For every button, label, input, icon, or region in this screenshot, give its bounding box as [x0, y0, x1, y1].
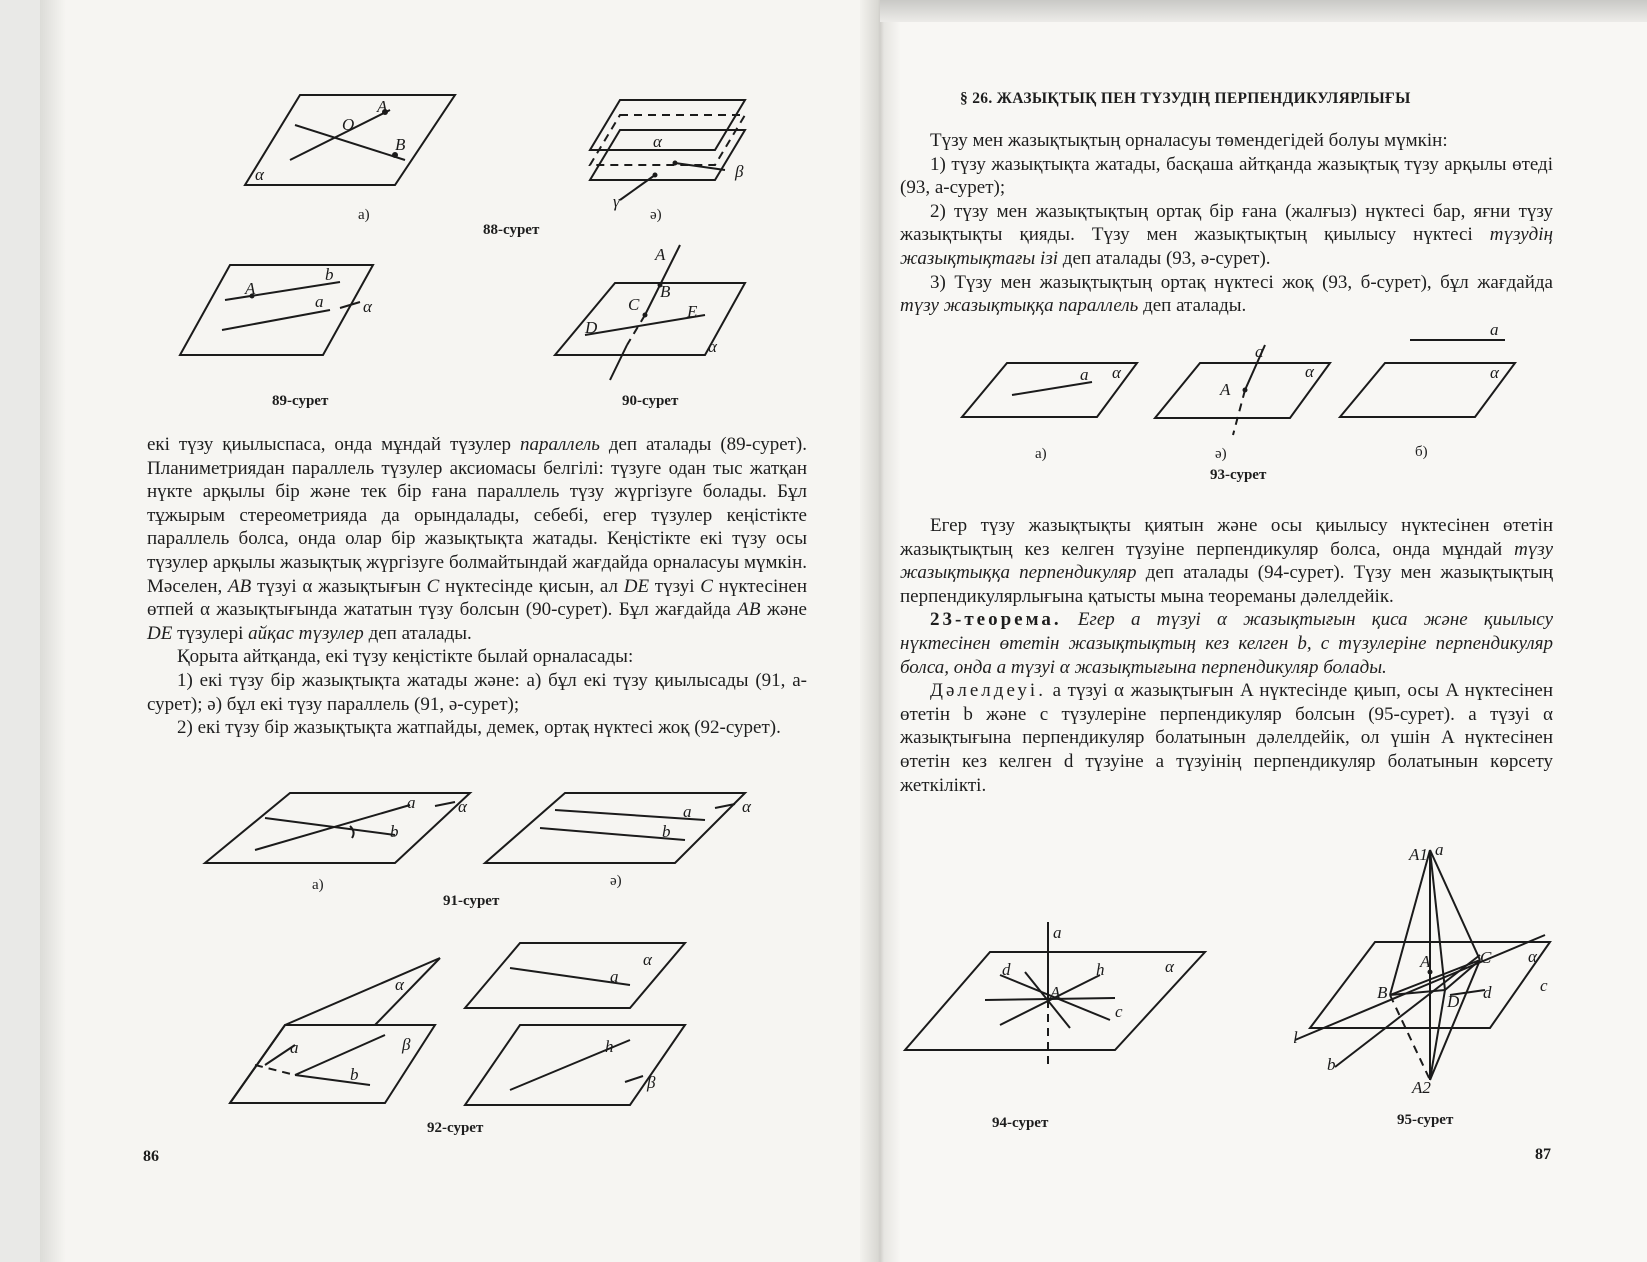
svg-text:A: A — [377, 97, 388, 116]
figure-92-right — [465, 940, 695, 1115]
intro-line: Түзу мен жазықтықтың орналасуы төмендегідей болуы мүмкін: — [930, 130, 1448, 151]
fig93-sub-c: б) — [1415, 444, 1428, 460]
scan-shadow — [880, 0, 1647, 22]
fig94-caption: 94-сурет — [992, 1115, 1049, 1131]
section-heading: § 26. ЖАЗЫҚТЫҚ ПЕН ТҮЗУДІҢ ПЕРПЕНДИКУЛЯРЛЫҒЫ — [960, 90, 1411, 107]
definition-paragraph: Егер түзу жазықтықты қиятын және осы қиылысу нүктесінен өтетін жазықтықтың кез келген түзуіне перпендикуляр болса, онда мұндай түзу жазықтыққа перпендикуляр деп аталады (94-сурет). Түзу мен жазықтықтың перпендикулярлығына қатысты мына теореманы дәлелдейік. — [900, 515, 1554, 607]
fig91-sub-b: ә) — [610, 873, 622, 889]
figure-88a — [240, 90, 460, 190]
svg-text:a: a — [315, 292, 324, 311]
svg-text:O: O — [342, 115, 355, 134]
svg-text:α: α — [1528, 947, 1537, 966]
svg-text:α: α — [363, 297, 372, 316]
svg-text:A: A — [1220, 380, 1231, 399]
figure-93b — [1155, 342, 1335, 440]
svg-text:E: E — [687, 302, 698, 321]
fig91-sub-a: а) — [312, 877, 324, 893]
svg-text:b: b — [662, 822, 671, 841]
svg-text:b: b — [350, 1065, 359, 1084]
svg-text:l: l — [1293, 1028, 1298, 1047]
svg-text:B: B — [1377, 983, 1388, 1002]
figure-90 — [555, 245, 755, 390]
left-page-number: 86 — [143, 1148, 159, 1165]
svg-text:A1: A1 — [1409, 845, 1428, 864]
fig89-caption: 89-сурет — [272, 393, 329, 409]
fig88-sub-a: а) — [358, 207, 370, 223]
left-paragraph-3: 1) екі түзу бір жазықтықта жатады және: а) бұл екі түзу қиылысады (91, а-сурет); ә) бұл екі түзу параллель (91, ә-сурет); — [147, 669, 807, 715]
svg-text:a: a — [610, 967, 619, 986]
page-edge — [40, 0, 66, 1262]
fig88-caption: 88-сурет — [483, 222, 540, 238]
svg-text:b: b — [390, 822, 399, 841]
figure-89 — [180, 262, 390, 357]
case-2: 2) түзу мен жазықтықтың ортақ бір ғана (жалғыз) нүктесі бар, яғни түзу жазықтықты қияды. Түзу мен жазықтықтың қиылысу нүктесі түзудің жазықтықтағы ізі деп аталады (93, ә-сурет). — [900, 200, 1553, 269]
svg-text:b: b — [325, 265, 334, 284]
svg-text:A2: A2 — [1412, 1078, 1431, 1097]
svg-text:a: a — [1053, 923, 1062, 942]
svg-text:β: β — [735, 162, 744, 181]
fig88-sub-b: ә) — [650, 207, 662, 223]
fig93-sub-b: ә) — [1215, 446, 1227, 462]
svg-text:a: a — [290, 1038, 299, 1057]
svg-text:B: B — [660, 282, 671, 301]
svg-text:α: α — [1305, 362, 1314, 381]
figure-91b — [480, 790, 760, 870]
svg-text:A: A — [1050, 983, 1061, 1002]
svg-text:α: α — [1165, 957, 1174, 976]
figure-92-left — [225, 955, 455, 1105]
svg-text:C: C — [1480, 948, 1492, 967]
fig93-sub-a: а) — [1035, 446, 1047, 462]
svg-text:α: α — [1490, 363, 1499, 382]
figure-93a — [962, 360, 1142, 420]
svg-text:a: a — [1435, 840, 1444, 859]
svg-text:d: d — [1483, 983, 1492, 1002]
svg-text:a: a — [1255, 342, 1264, 361]
fig95-caption: 95-сурет — [1397, 1112, 1454, 1128]
case-1: 1) түзу жазықтықта жатады, басқаша айтқанда жазықтық түзу арқылы өтеді (93, а-сурет); — [900, 153, 1553, 199]
svg-text:D: D — [585, 318, 598, 337]
right-intro-block — [900, 129, 1553, 318]
svg-text:α: α — [742, 797, 751, 816]
svg-text:B: B — [395, 135, 406, 154]
right-main-block — [900, 514, 1553, 797]
svg-text:a: a — [1080, 365, 1089, 384]
left-paragraph-2: Қорыта айтқанда, екі түзу кеңістікте былай орналасады: — [177, 646, 634, 668]
proof: Дәлелдеуі. a түзуі α жазықтығын A нүктесінде қиып, осы A нүктесінен өтетін b және c түзулеріне перпендикуляр болсын (95-сурет). a түзуі α жазықтығына перпендикуляр болатынын дәлелдейік, ол үшін A нүктесінен өтетін кез келген d түзуіне a түзуінің перпендикуляр болатынын көрсету жеткілікті. — [900, 680, 1553, 796]
svg-text:A: A — [1420, 952, 1431, 971]
figure-94 — [900, 920, 1210, 1070]
left-paragraph-1: екі түзу қиылыспаса, онда мұндай түзулер параллель деп аталады (89-сурет). Планиметриядан параллель түзулер аксиомасы белгілі: түзуге одан тыс жатқан нүкте арқылы бір және тек бір ғана параллель түзу жүргізуге болады. Бұл тұжырым стереометрияда да орындалады, себебі, егер түзулер кеңістікте параллель болса, онда олар бір жазықтықта жатады. Кеңістікте екі түзу осы түзулер арқылы жазықтық жүргізуге болмайтындай жағдайда орналасуы мүмкін. Мәселен, AB түзуі α жазықтығын C нүктесінде қисын, ал DE түзуі C нүктесінен өтпей α жазықтығында жататын түзу болсын (90-сурет). Бұл жағдайда AB және DE түзулері айқас түзулер деп аталады. Қорыта айтқанда, екі түзу кеңістікте былай орналасады: 1) екі түзу бір жазықтықта жатады және: а) бұл екі түзу қиылысады (91, а-сурет); ә) бұл екі түзу параллель (91, ә-сурет); 2) екі түзу бір жазықтықта жатпайды, демек, ортақ нүктесі жоқ (92-сурет). — [147, 434, 808, 739]
svg-text:h: h — [605, 1037, 614, 1056]
svg-text:C: C — [628, 295, 640, 314]
right-page-number: 87 — [1535, 1146, 1551, 1163]
svg-text:α: α — [708, 337, 717, 356]
fig90-caption: 90-сурет — [622, 393, 679, 409]
figure-95 — [1285, 840, 1560, 1097]
book-gutter — [860, 0, 900, 1262]
svg-text:D: D — [1447, 992, 1460, 1011]
svg-text:α: α — [255, 165, 264, 184]
svg-text:α: α — [458, 797, 467, 816]
fig92-caption: 92-сурет — [427, 1120, 484, 1136]
svg-text:β: β — [402, 1035, 411, 1054]
svg-text:a: a — [683, 802, 692, 821]
svg-text:b: b — [1327, 1055, 1336, 1074]
fig93-caption: 93-сурет — [1210, 467, 1267, 483]
svg-text:d: d — [1002, 960, 1011, 979]
svg-text:A: A — [655, 245, 666, 264]
svg-text:c: c — [1540, 976, 1548, 995]
fig91-caption: 91-сурет — [443, 893, 500, 909]
svg-text:α: α — [643, 950, 652, 969]
svg-text:α: α — [395, 975, 404, 994]
svg-text:a: a — [1490, 320, 1499, 339]
svg-text:h: h — [1096, 960, 1105, 979]
figure-93c — [1340, 320, 1525, 420]
svg-text:α: α — [1112, 363, 1121, 382]
theorem-23: 23-теорема. Егер a түзуі α жазықтығын қиса және қиылысу нүктесінен өтетін жазықтықтың кез келген b, c түзулеріне перпендикуляр болса, онда a түзуі α жазықтығына перпендикуляр болады. — [900, 609, 1553, 678]
svg-text:A: A — [245, 279, 256, 298]
figure-91a — [200, 790, 480, 870]
figure-88b — [585, 95, 765, 210]
svg-text:γ: γ — [613, 192, 620, 211]
svg-text:a: a — [407, 793, 416, 812]
case-3: 3) Түзу мен жазықтықтың ортақ нүктесі жоқ (93, б-сурет), бұл жағдайда түзу жазықтыққа параллель деп аталады. — [900, 271, 1553, 317]
svg-text:α: α — [653, 132, 662, 151]
svg-text:β: β — [647, 1073, 656, 1092]
svg-text:c: c — [1115, 1002, 1123, 1021]
left-paragraph-4: 2) екі түзу бір жазықтықта жатпайды, демек, ортақ нүктесі жоқ (92-сурет). — [177, 717, 781, 739]
